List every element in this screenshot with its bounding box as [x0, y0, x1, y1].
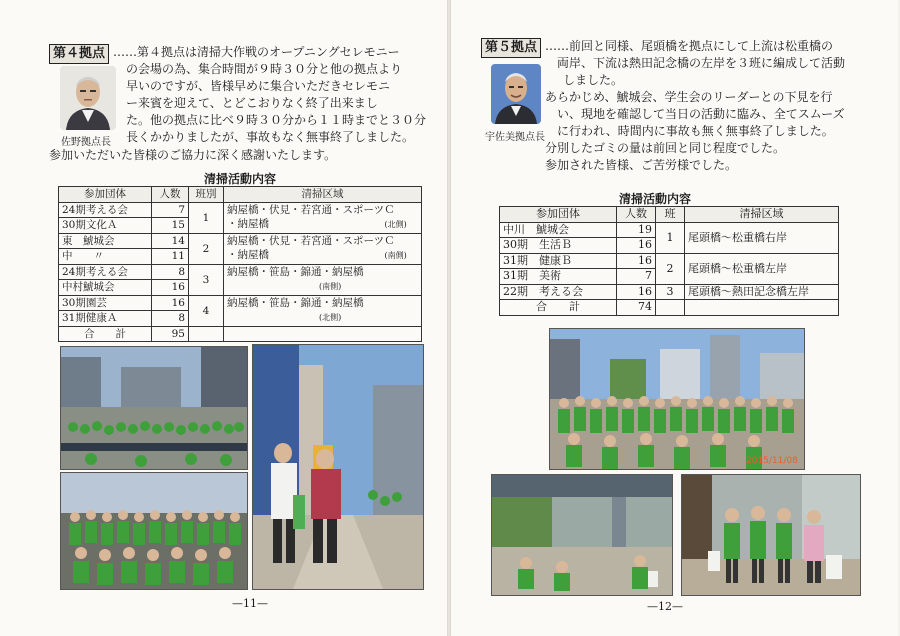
table-row: [59, 264, 422, 280]
header-area: 清掃区域: [224, 187, 422, 203]
cell-team: 2: [656, 253, 685, 284]
cell-count: 19: [617, 222, 656, 238]
header-group: 参加団体: [59, 187, 152, 203]
cell-group: 中 〃: [59, 249, 152, 265]
group-photo-members: [60, 472, 248, 590]
area-line: ・納屋橋: [227, 249, 269, 261]
page-11: [0, 0, 447, 636]
header-count: 人数: [617, 207, 656, 223]
intro-line-1: ‥‥‥前回と同様、尾頭橋を拠点にして上流は松重橋の: [545, 39, 834, 53]
portrait-caption: 宇佐美拠点長: [485, 132, 545, 143]
table-total-row: [500, 300, 839, 316]
photo-date-stamp: 2015/11/08: [746, 456, 798, 466]
cell-area: 尾頭橋〜松重橋左岸: [685, 253, 839, 284]
table-row: [500, 222, 839, 238]
area-line: 納屋橋・笹島・錦通・納屋橋: [227, 266, 364, 278]
table-row: [59, 295, 422, 311]
cell-count: 8: [152, 264, 189, 280]
area-line: 納屋橋・伏見・若宮通・スポーツＣ: [227, 235, 395, 247]
total-label: 合 計: [500, 300, 617, 316]
total-label: 合 計: [59, 326, 152, 342]
total-count: 74: [617, 300, 656, 316]
cell-count: 16: [617, 238, 656, 254]
cell-area: [224, 295, 422, 326]
photo-members-with-bags: [681, 474, 861, 596]
area-side: (南側): [384, 251, 407, 260]
intro-line-6: 長くかかりましたが、事故もなく無事終了しました。: [126, 130, 415, 144]
cell-group: 31期健康Ａ: [59, 311, 152, 327]
portrait-photo: [491, 64, 541, 124]
cell-count: 14: [152, 233, 189, 249]
table-row: [500, 284, 839, 300]
cleaning-activity-table: [499, 206, 839, 316]
cell-count: 16: [152, 280, 189, 296]
intro-line-2: 両岸、下流は熱田記念橋の左岸を３班に編成して活動: [557, 56, 846, 70]
intro-line-8: 参加された皆様、ご苦労様でした。: [545, 158, 738, 172]
cell-count: 7: [152, 202, 189, 218]
intro-line-3: しました。: [563, 73, 624, 87]
intro-line-6: に行われ、時間内に事故も無く無事終了しました。: [557, 124, 834, 138]
header-group: 参加団体: [500, 207, 617, 223]
cell-team: 3: [656, 284, 685, 300]
total-count: 95: [152, 326, 189, 342]
cell-group: 30期文化Ａ: [59, 218, 152, 234]
area-side: (南側): [319, 282, 342, 291]
area-line: 納屋橋・伏見・若宮通・スポーツＣ: [227, 204, 395, 216]
table-row: [500, 253, 839, 269]
table-header-row: [500, 207, 839, 223]
cell-group: 中村鯱城会: [59, 280, 152, 296]
cell-group: 24期考える会: [59, 264, 152, 280]
cell-group: 中川 鯱城会: [500, 222, 617, 238]
area-line: 納屋橋・笹島・錦通・納屋橋: [227, 297, 364, 309]
cell-group: 24期考える会: [59, 202, 152, 218]
intro-line-1: ‥‥‥第４拠点は清掃大作戦のオープニングセレモニー: [113, 45, 400, 59]
page-number: —11—: [232, 597, 268, 610]
cell-team: 1: [656, 222, 685, 253]
cell-count: 16: [617, 284, 656, 300]
cleaning-activity-table: [58, 186, 422, 342]
header-team: 班: [656, 207, 685, 223]
portrait-caption: 佐野拠点長: [61, 137, 111, 148]
table-title: 清掃活動内容: [204, 172, 277, 186]
area-line: ・納屋橋: [227, 218, 269, 230]
intro-line-4: ー来賓を迎えて、とどこおりなく終了出来まし: [126, 96, 378, 110]
group-photo-riverside: [549, 328, 805, 470]
section-label-base-5: 第５拠点: [481, 38, 541, 58]
cell-team: 2: [189, 233, 224, 264]
cell-group: 30期園芸: [59, 295, 152, 311]
cell-count: 15: [152, 218, 189, 234]
intro-line-7: 分別したゴミの量は前回と同じ程度でした。: [545, 141, 786, 155]
area-side: (北側): [384, 220, 407, 229]
page-number: —12—: [647, 600, 683, 613]
cell-count: 11: [152, 249, 189, 265]
header-count: 人数: [152, 187, 189, 203]
intro-line-5: い、現地を確認して当日の活動に臨み、全てスムーズ: [557, 107, 845, 121]
intro-line-3: 早いのですが、皆様早めに集合いただきセレモニ: [126, 79, 391, 93]
cell-group: 東 鯱城会: [59, 233, 152, 249]
cell-group: 22期 考える会: [500, 284, 617, 300]
cell-count: 7: [617, 269, 656, 285]
page-12: [451, 0, 898, 636]
cell-group: 31期 美術: [500, 269, 617, 285]
cell-count: 16: [617, 253, 656, 269]
cell-area: [224, 202, 422, 233]
area-side: (北側): [319, 313, 342, 322]
group-photo-plaza: [60, 346, 248, 470]
closing-line: 参加いただいた皆様のご協力に深く感謝いたします。: [49, 148, 337, 162]
table-row: [59, 233, 422, 249]
cell-area: [224, 233, 422, 264]
cell-team: 4: [189, 295, 224, 326]
cell-group: 30期 生活Ｂ: [500, 238, 617, 254]
cell-area: 尾頭橋〜熱田記念橋左岸: [685, 284, 839, 300]
section-label-base-4: 第４拠点: [49, 44, 109, 64]
cell-team: 3: [189, 264, 224, 295]
table-total-row: [59, 326, 422, 342]
intro-line-4: あらかじめ、鯱城会、学生会のリーダーとの下見を行: [545, 90, 833, 104]
cell-group: 31期 健康Ｂ: [500, 253, 617, 269]
cell-area: [224, 264, 422, 295]
portrait-photo: [60, 66, 116, 130]
header-team: 班別: [189, 187, 224, 203]
cell-count: 16: [152, 295, 189, 311]
table-header-row: [59, 187, 422, 203]
table-row: [59, 202, 422, 218]
table-title: 清掃活動内容: [619, 192, 692, 206]
photo-cleaning-under-bridge: [491, 474, 673, 596]
header-area: 清掃区域: [685, 207, 839, 223]
cell-team: 1: [189, 202, 224, 233]
cell-area: 尾頭橋〜松重橋右岸: [685, 222, 839, 253]
intro-line-2: の会場の為、集合時間が９時３０分と他の拠点より: [126, 62, 403, 76]
intro-line-5: た。他の拠点に比べ９時３０分から１１時までと３０分: [126, 113, 427, 127]
cell-count: 8: [152, 311, 189, 327]
street-photo-walkers: [252, 344, 424, 590]
